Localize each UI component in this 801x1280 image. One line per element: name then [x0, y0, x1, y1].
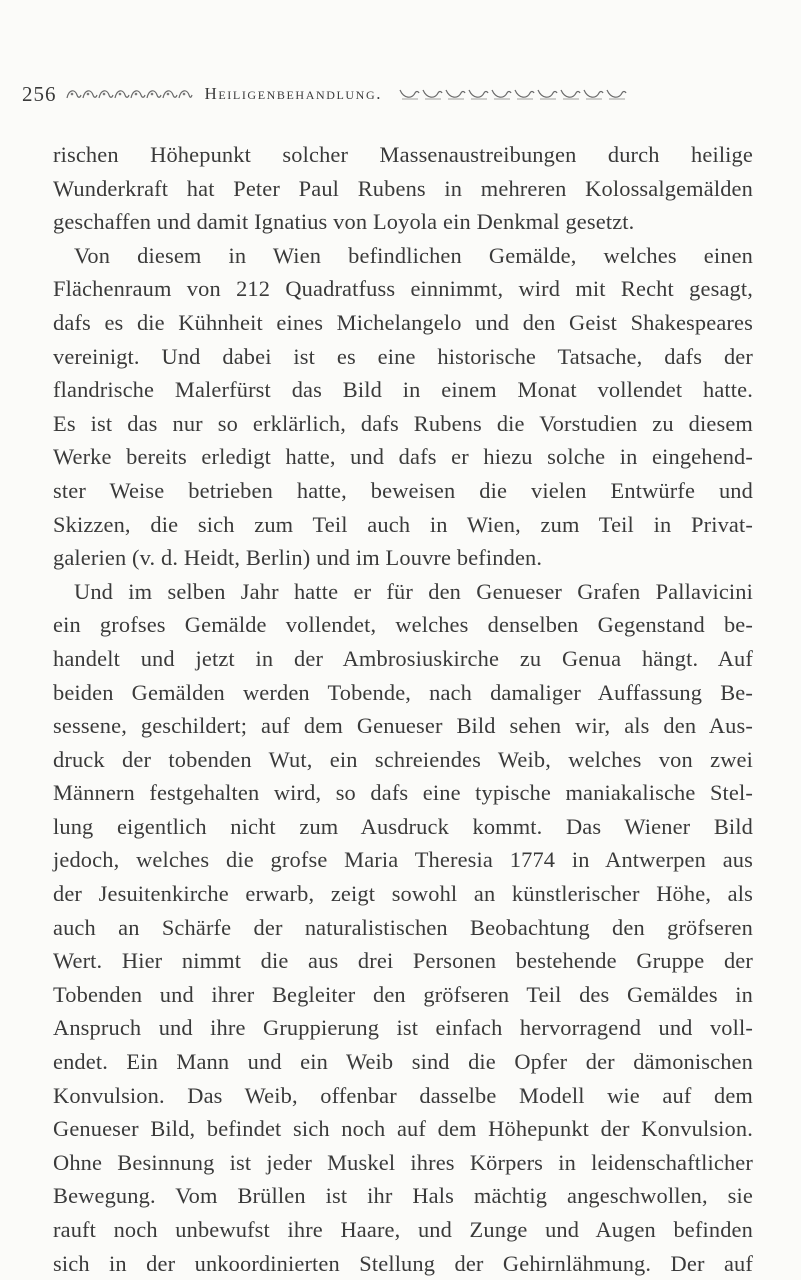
text-line: Konvulsion. Das Weib, offenbar dasselbe Modell wie auf dem [53, 1082, 753, 1108]
text-line: Es ist das nur so erklärlich, dafs Rubens die Vorstudien zu diesem [53, 410, 753, 436]
text-line: rauft noch unbewufst ihre Haare, und Zunge und Augen befinden [53, 1217, 753, 1242]
text-line: galerien (v. d. Heidt, Berlin) und im Louvre befinden. [53, 545, 543, 571]
text-line: Wert. Hier nimmt die aus drei Personen bestehende Gruppe der [53, 948, 753, 974]
text-line: Flächenraum von 212 Quadratfuss einnimmt, wird mit Recht gesagt, [53, 276, 753, 302]
running-title: Heiligenbehandlung. [204, 84, 383, 103]
text-line: jedoch, welches die grofse Maria Theresia 1774 in Antwerpen aus [53, 847, 753, 873]
text-line: Und im selben Jahr hatte er für den Genueser Grafen Pallavicini [74, 578, 753, 604]
text-line: geschaffen und damit Ignatius von Loyola ein Denkmal gesetzt. [53, 209, 635, 235]
text-line: Ohne Besinnung ist jeder Muskel ihres Körpers in leidenschaftlicher [53, 1149, 753, 1175]
text-line: Skizzen, die sich zum Teil auch in Wien, zum Teil in Privat- [53, 511, 753, 537]
body-text [53, 138, 753, 1280]
text-line: Werke bereits erledigt hatte, und dafs er hiezu solche in eingehend- [53, 444, 753, 470]
text-line: Männern festgehalten wird, so dafs eine typische maniakalische Stel- [53, 780, 753, 806]
text-line: endet. Ein Mann und ein Weib sind die Opfer der dämonischen [53, 1049, 753, 1075]
text-line: rischen Höhepunkt solcher Massenaustreibungen durch heilige [53, 142, 753, 167]
text-line: dafs es die Kühnheit eines Michelangelo und den Geist Shakespeares [53, 309, 753, 335]
text-line: sich in der unkoordinierten Stellung der Gehirnlähmung. Der auf [53, 1250, 753, 1276]
ornament-right-icon [398, 86, 632, 102]
text-line: beiden Gemälden werden Tobende, nach damaliger Auffassung Be- [53, 679, 753, 705]
text-line: vereinigt. Und dabei ist es eine historische Tatsache, dafs der [53, 343, 753, 369]
text-line: flandrische Malerfürst das Bild in einem Monat vollendet hatte. [53, 377, 753, 403]
text-line: druck der tobenden Wut, ein schreiendes Weib, welches von zwei [53, 746, 753, 772]
running-head [22, 80, 772, 108]
text-line: sessene, geschildert; auf dem Genueser Bild sehen wir, als den Aus- [53, 713, 753, 739]
ornament-left-icon [65, 86, 193, 102]
text-line: ster Weise betrieben hatte, beweisen die vielen Entwürfe und [53, 477, 753, 503]
text-line: der Jesuitenkirche erwarb, zeigt sowohl an künstlerischer Höhe, als [53, 881, 753, 907]
text-line: lung eigentlich nicht zum Ausdruck kommt. Das Wiener Bild [53, 813, 753, 839]
text-line: Wunderkraft hat Peter Paul Rubens in mehreren Kolossalgemälden [53, 175, 753, 201]
ornament-icon [398, 86, 632, 102]
text-line: Von diesem in Wien befindlichen Gemälde, welches einen [74, 242, 753, 268]
text-line: auch an Schärfe der naturalistischen Beobachtung den gröfseren [53, 914, 753, 940]
text-line: Bewegung. Vom Brüllen ist ihr Hals mächtig angeschwollen, sie [53, 1183, 753, 1209]
page-number: 256 [22, 81, 57, 106]
text-line: Genueser Bild, befindet sich noch auf dem Höhepunkt der Konvulsion. [53, 1116, 753, 1142]
text-line: ein grofses Gemälde vollendet, welches denselben Gegenstand be- [53, 612, 753, 638]
text-line: handelt und jetzt in der Ambrosiuskirche zu Genua hängt. Auf [53, 645, 753, 671]
text-line: Anspruch und ihre Gruppierung ist einfach hervorragend und voll- [53, 1015, 753, 1041]
ornament-icon [65, 86, 193, 102]
text-line: Tobenden und ihrer Begleiter den gröfseren Teil des Gemäldes in [53, 981, 753, 1007]
